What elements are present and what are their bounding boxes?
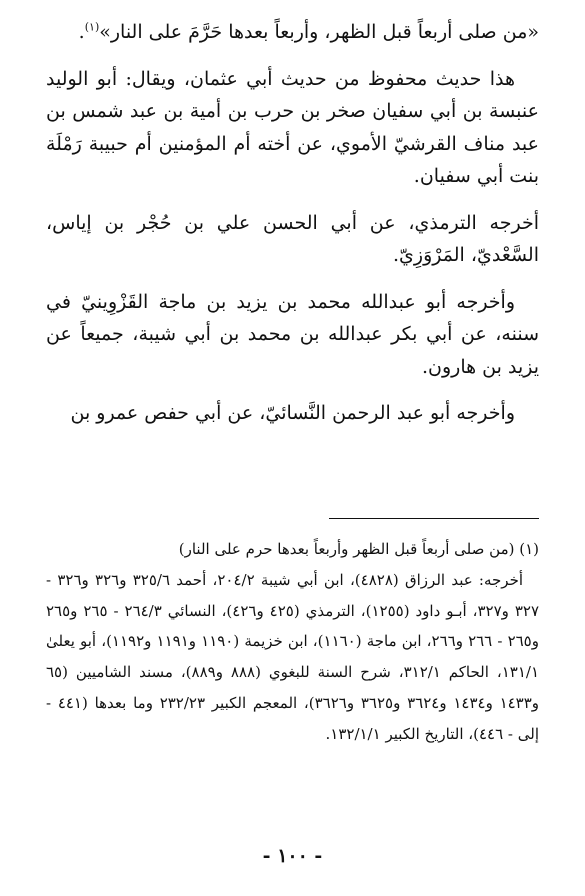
hadith-text — [46, 16, 539, 49]
footnote-separator — [329, 518, 539, 519]
paragraph-tirmidhi: أخرجه الترمذي، عن أبي الحسن علي بن حُجْر بن إياس، السَّعْديّ، المَرْوَزِيّ. — [46, 211, 539, 266]
paragraph-ibn-majah: وأخرجه أبو عبدالله محمد بن يزيد بن ماجة القَزْوِينيّ في سننه، عن أبي بكر عبدالله بن محمد بن أبي شيبة، جميعاً عن يزيد بن هارون. — [46, 290, 539, 378]
main-text — [46, 16, 539, 444]
hadith-quote: «من صلى أربعاً قبل الظهر، وأربعاً بعدها حَرَّمَ على النار» — [99, 21, 539, 43]
footnote-title: (١) (من صلى أربعاً قبل الظهر وأربعاً بعدها حرم على النار) — [178, 540, 539, 558]
footnote-body: أخرجه: عبد الرزاق (٤٨٢٨)، ابن أبي شيبة ٢٠٤/٢، أحمد ٣٢٥/٦ و٣٢٦ و٣٢٦ - ٣٢٧ و٣٢٧، أبـو داود (١٢٥٥)، الترمذي (٤٢٥ و٤٢٦)، النسائي ٢٦٤/٣ - ٢٦٥ و٢٦٥ و٢٦٥ - ٢٦٦ و٢٦٦، ابن ماجة (١١٦٠)، ابن خزيمة (١١٩٠ و١١٩١ و١١٩٢)، أبو يعلىٰ ١٣١/١، الحاكم ٣١٢/١، شرح السنة للبغوي (٨٨٨ و٨٨٩)، مسند الشاميين (٦٥ و١٤٣٣ و١٤٣٤ و٣٦٢٤ و٣٦٢٥ و٣٦٢٦)، المعجم الكبير ٢٣٢/٢٣ وما بعدها (٤٤١ - إلى - ٤٤٦)، التاريخ الكبير ١٣٢/١/١. — [46, 570, 540, 743]
hadith-end: . — [78, 21, 85, 43]
paragraph-nasai: وأخرجه أبو عبد الرحمن النَّسائيّ، عن أبي حفص عمرو بن — [70, 402, 515, 424]
paragraph-narrator: هذا حديث محفوظ من حديث أبي عثمان، ويقال: أبو الوليد عنبسة بن أبي سفيان صخر بن حرب بن أمية بن عبد شمس بن عبد مناف القرشيّ الأموي، عن أخته أم المؤمنين أم حبيبة رَمْلَة بنت أبي سفيان. — [46, 67, 539, 187]
footnotes — [46, 534, 539, 750]
page-number: - ١٠٠ - — [262, 845, 323, 867]
footnote-reference: (١) — [84, 20, 100, 34]
